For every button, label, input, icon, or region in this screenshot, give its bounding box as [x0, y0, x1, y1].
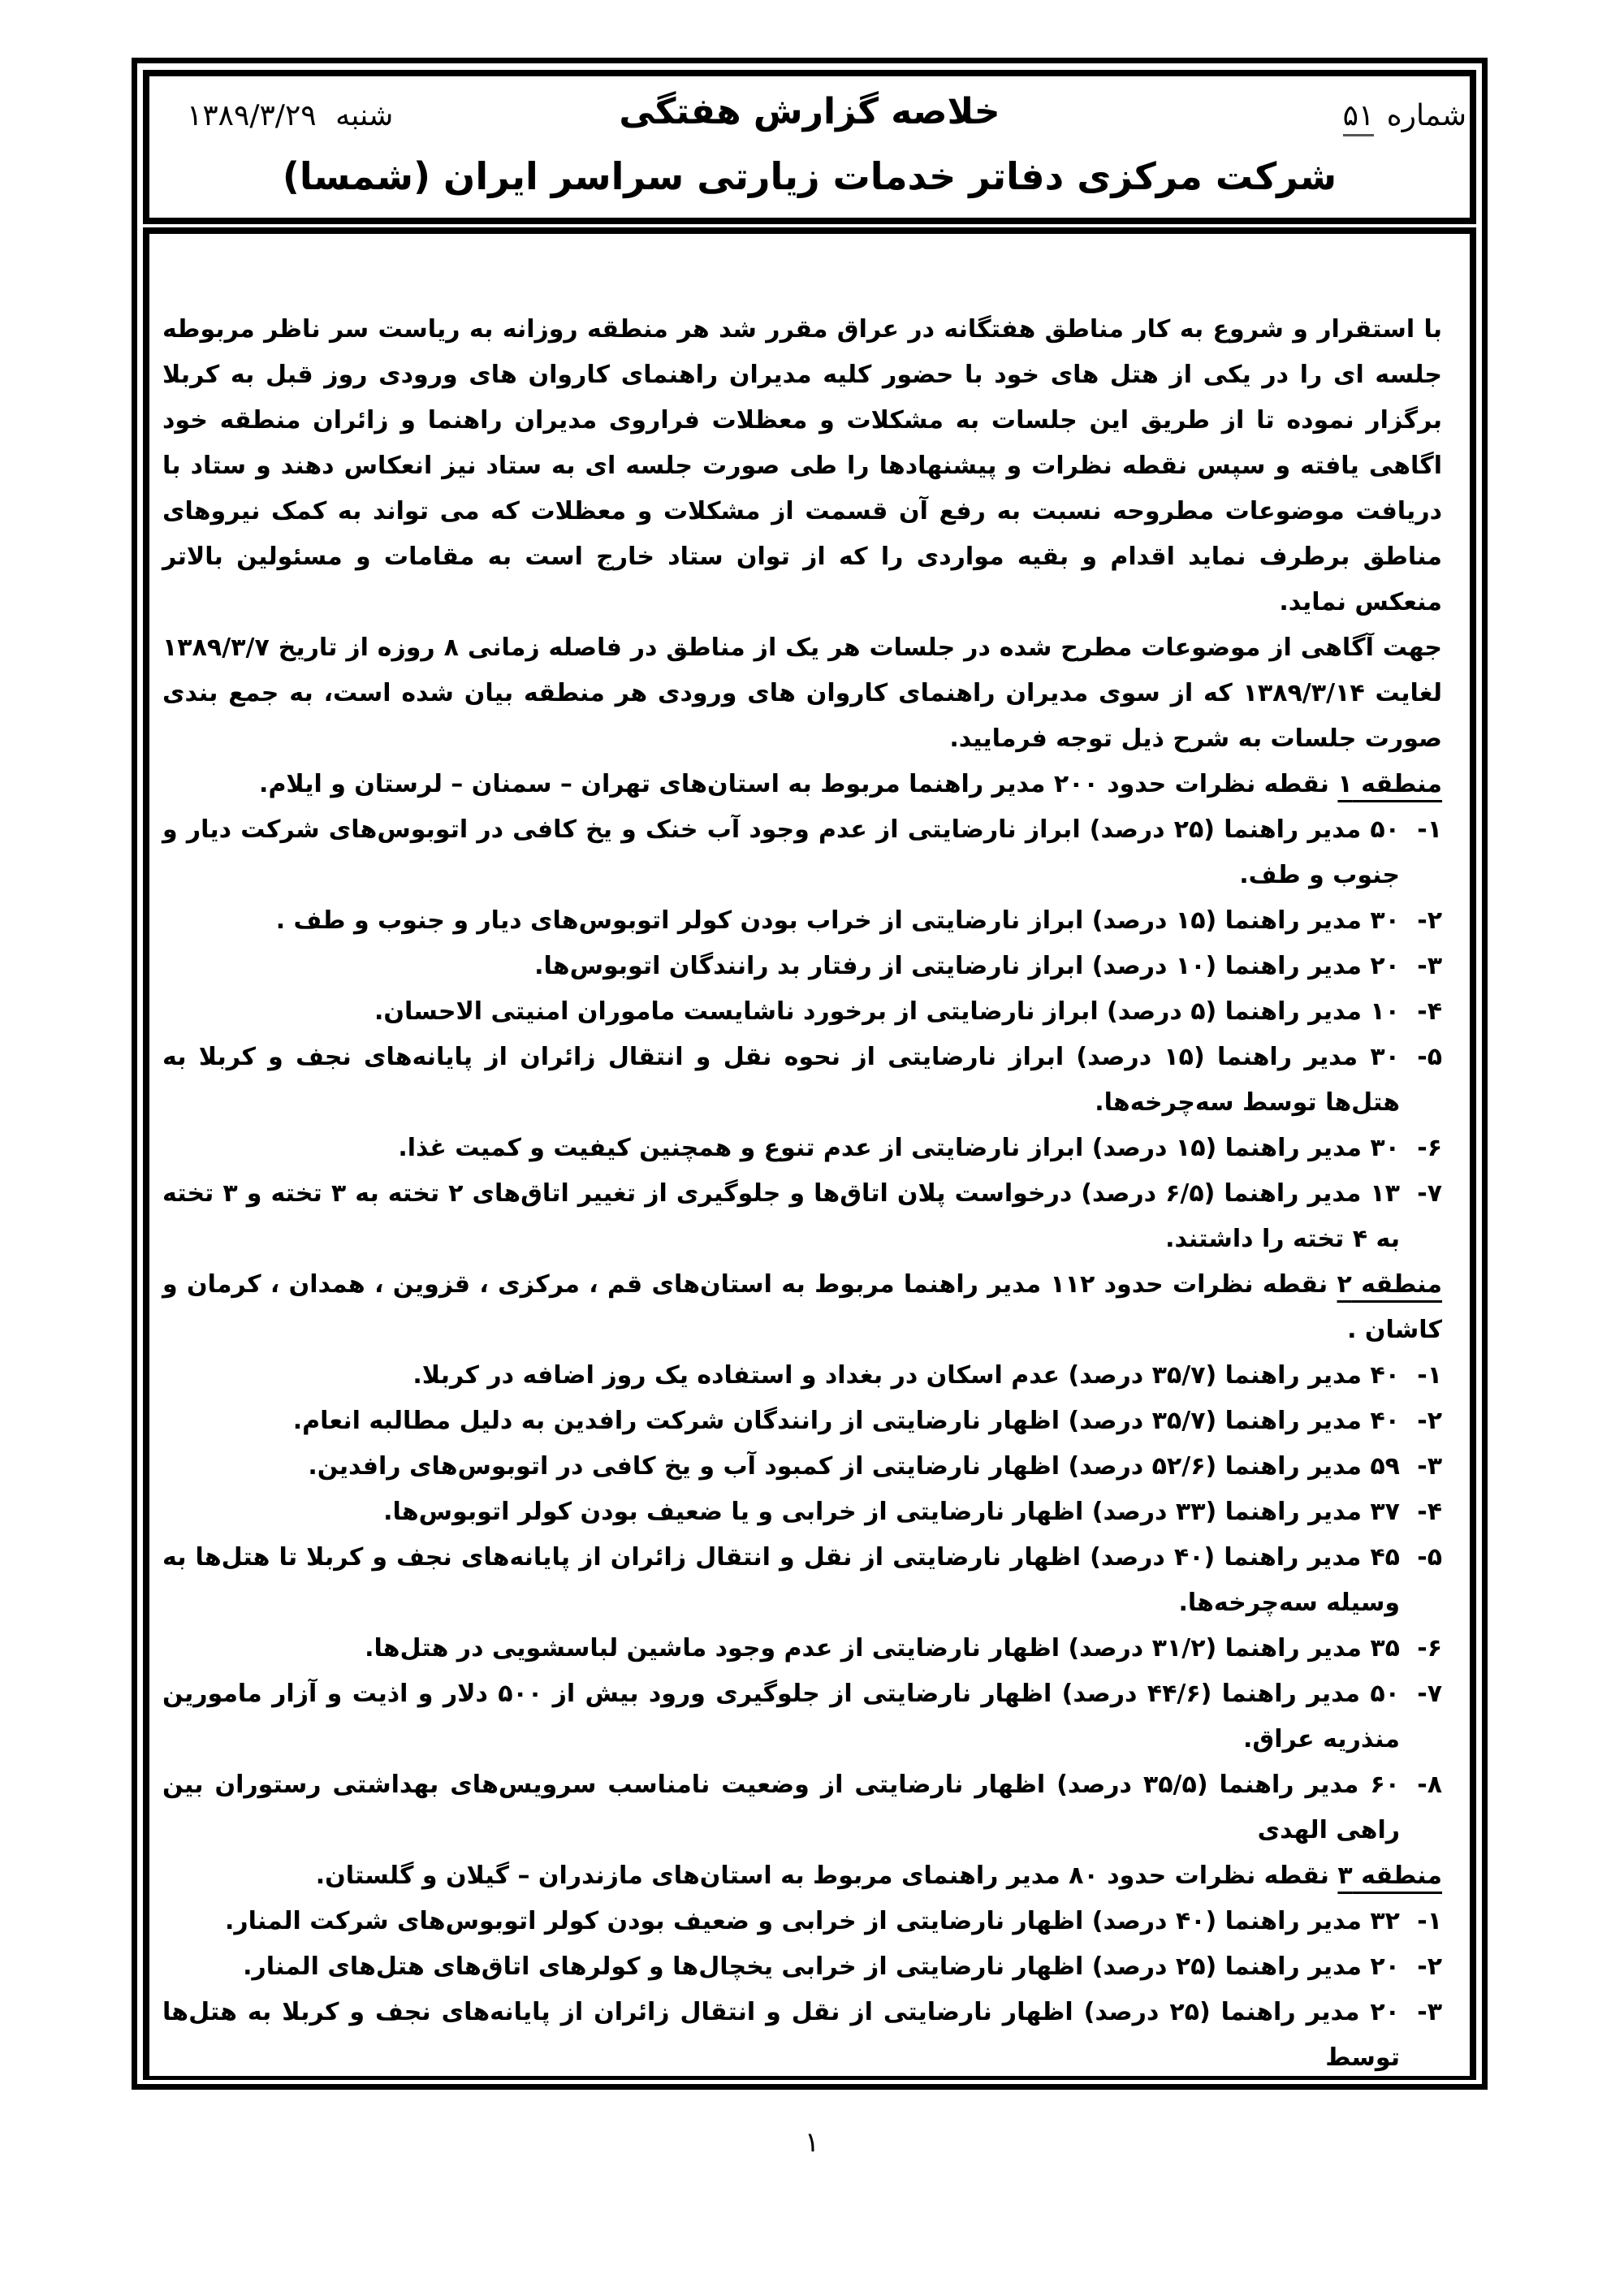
list-item-text: ۴۰ مدیر راهنما (۳۵/۷ درصد) اظهار نارضایتی از رانندگان شرکت رافدین به دلیل مطالبه انعام. [292, 1407, 1400, 1435]
list-item-text: ۵۰ مدیر راهنما (۲۵ درصد) ابراز نارضایتی از عدم وجود آب خنک و یخ کافی در اتوبوس‌های شرکت دیار و جنوب و طف. [162, 815, 1400, 889]
region-label: منطقه ۱ [1337, 770, 1442, 798]
list-item [162, 1444, 1442, 1490]
region-section-1 [162, 762, 1442, 1262]
list-item-number: ۲- [1417, 1407, 1442, 1435]
list-item [162, 898, 1442, 944]
list-item-text: ۲۰ مدیر راهنما (۱۰ درصد) ابراز نارضایتی از رفتار بد رانندگان اتوبوس‌ها. [534, 952, 1400, 980]
region-label: منطقه ۲ [1337, 1270, 1442, 1299]
report-header [143, 70, 1476, 224]
region-section-2 [162, 1262, 1442, 1853]
list-item-number: ۳- [1417, 1452, 1442, 1481]
list-item [162, 1399, 1442, 1444]
region-heading-text: نقطه نظرات حدود ۸۰ مدیر راهنمای مربوط به استان‌های مازندران – گیلان و گلستان. [315, 1861, 1329, 1890]
report-body [143, 227, 1476, 2080]
list-item-text: ۳۷ مدیر راهنما (۳۳ درصد) اظهار نارضایتی از خرابی و یا ضعیف بودن کولر اتوبوس‌ها. [383, 1498, 1400, 1526]
list-item-number: ۳- [1417, 1998, 1442, 2026]
list-item-text: ۵۹ مدیر راهنما (۵۲/۶ درصد) اظهار نارضایتی از کمبود آب و یخ کافی در اتوبوس‌های رافدین. [308, 1452, 1400, 1481]
list-item-number: ۵- [1417, 1043, 1442, 1071]
list-item [162, 989, 1442, 1035]
list-item-number: ۸- [1417, 1771, 1442, 1799]
region-heading [162, 1853, 1442, 1899]
list-item-number: ۴- [1417, 997, 1442, 1026]
list-item-text: ۳۰ مدیر راهنما (۱۵ درصد) ابراز نارضایتی از خراب بودن کولر اتوبوس‌های دیار و جنوب و طف . [275, 906, 1400, 935]
list-item-number: ۲- [1417, 1952, 1442, 1981]
report-content [162, 307, 1442, 2080]
report-day: شنبه [335, 99, 394, 132]
list-item-text: ۳۰ مدیر راهنما (۱۵ درصد) ابراز نارضایتی از عدم تنوع و همچنین کیفیت و کمیت غذا. [398, 1134, 1400, 1162]
list-item-number: ۴- [1417, 1498, 1442, 1526]
list-item-text: ۶۰ مدیر راهنما (۳۵/۵ درصد) اظهار نارضایتی از وضعیت نامناسب سرویس‌های بهداشتی رستوران بین راهی الهدی [162, 1771, 1400, 1844]
list-item [162, 944, 1442, 989]
report-number-value: ۵۱ [1343, 99, 1375, 136]
list-item-text: ۴۰ مدیر راهنما (۳۵/۷ درصد) عدم اسکان در بغداد و استفاده یک روز اضافه در کربلا. [412, 1361, 1400, 1390]
list-item-text: ۱۳ مدیر راهنما (۶/۵ درصد) درخواست پلان اتاق‌ها و جلوگیری از تغییر اتاق‌های ۲ تخته به ۳ تخته و ۳ تخته به ۴ تخته را داشتند. [162, 1179, 1400, 1253]
list-item [162, 1899, 1442, 1944]
list-item-text: ۴۵ مدیر راهنما (۴۰ درصد) اظهار نارضایتی از نقل و انتقال زائران از پایانه‌های نجف و کربلا تا هتل‌ها به وسیله سه‌چرخه‌ها. [162, 1543, 1400, 1617]
list-item-number: ۷- [1417, 1680, 1442, 1708]
list-item [162, 1035, 1442, 1126]
list-item [162, 1171, 1442, 1262]
list-item-number: ۶- [1417, 1634, 1442, 1663]
list-item-text: ۳۲ مدیر راهنما (۴۰ درصد) اظهار نارضایتی از خرابی و ضعیف بودن کولر اتوبوس‌های شرکت المنار. [224, 1907, 1400, 1935]
list-item-number: ۱- [1417, 1907, 1442, 1935]
page-number: ۱ [804, 2126, 820, 2159]
list-item [162, 1671, 1442, 1762]
list-item [162, 1944, 1442, 1990]
list-item [162, 807, 1442, 898]
region-label: منطقه ۳ [1337, 1861, 1442, 1890]
report-number-label: شماره [1386, 99, 1466, 132]
list-item [162, 1126, 1442, 1171]
region-heading [162, 1262, 1442, 1353]
list-item-number: ۱- [1417, 1361, 1442, 1390]
list-item-number: ۳- [1417, 952, 1442, 980]
list-item-text: ۳۰ مدیر راهنما (۱۵ درصد) ابراز نارضایتی از نحوه نقل و انتقال زائران از پایانه‌های نجف و کربلا به هتل‌ها توسط سه‌چرخه‌ها. [162, 1043, 1400, 1117]
list-item-number: ۱- [1417, 815, 1442, 844]
list-item-text: ۱۰ مدیر راهنما (۵ درصد) ابراز نارضایتی از برخورد ناشایست ماموران امنیتی الاحسان. [374, 997, 1400, 1026]
region-heading-text: نقطه نظرات حدود ۱۱۲ مدیر راهنما مربوط به استان‌های قم ، مرکزی ، قزوین ، همدان ، کرمان و کاشان . [162, 1270, 1442, 1344]
intro-paragraph-1: با استقرار و شروع به کار مناطق هفتگانه در عراق مقرر شد هر منطقه روزانه به ریاست سر ناظر مربوطه جلسه ای را در یکی از هتل های خود با حضور کلیه مدیران راهنمای کاروان های ورودی روز قبل به کربلا برگزار نموده تا از طریق این جلسات به مشکلات و معظلات فراروی مدیران راهنما و زائران منطقه خود اگاهی یافته و سپس نقطه نظرات و پیشنهادها را طی صورت جلسه ای به ستاد نیز انعکاس دهند و ستاد با دریافت موضوعات مطروحه نسبت به رفع آن قسمت از مشکلات و معظلات که می تواند به کمک نیروهای مناطق برطرف نماید اقدام و بقیه مواردی را که از توان ستاد خارج است به مقامات و مسئولین بالاتر منعکس نماید. [162, 315, 1442, 616]
region-heading [162, 762, 1442, 807]
company-name: شرکت مرکزی دفاتر خدمات زیارتی سراسر ایران (شمسا) [282, 154, 1337, 198]
list-item [162, 1490, 1442, 1535]
report-date [187, 99, 393, 132]
report-title: خلاصه گزارش هفتگی [619, 91, 1000, 132]
report-date-value: ۱۳۸۹/۳/۲۹ [187, 99, 317, 132]
list-item [162, 1535, 1442, 1626]
list-item [162, 1990, 1442, 2080]
list-item [162, 1762, 1442, 1853]
list-item-text: ۳۵ مدیر راهنما (۳۱/۲ درصد) اظهار نارضایتی از عدم وجود ماشین لباسشویی در هتل‌ها. [365, 1634, 1400, 1663]
list-item-text: ۲۰ مدیر راهنما (۲۵ درصد) اظهار نارضایتی از خرابی یخچال‌ها و کولرهای اتاق‌های هتل‌های المنار. [243, 1952, 1400, 1981]
list-item-text: ۵۰ مدیر راهنما (۴۴/۶ درصد) اظهار نارضایتی از جلوگیری ورود بیش از ۵۰۰ دلار و اذیت و آزار مامورین منذریه عراق. [162, 1680, 1400, 1753]
list-item-number: ۲- [1417, 906, 1442, 935]
region-section-3 [162, 1853, 1442, 2080]
list-item-number: ۶- [1417, 1134, 1442, 1162]
region-heading-text: نقطه نظرات حدود ۲۰۰ مدیر راهنما مربوط به استان‌های تهران – سمنان – لرستان و ایلام. [259, 770, 1329, 798]
list-item-number: ۷- [1417, 1179, 1442, 1208]
list-item [162, 1353, 1442, 1399]
list-item [162, 1626, 1442, 1671]
list-item-number: ۵- [1417, 1543, 1442, 1572]
intro-paragraph-2: جهت آگاهی از موضوعات مطرح شده در جلسات هر یک از مناطق در فاصله زمانی ۸ روزه از تاریخ ۱۳۸۹/۳/۷ لغایت ۱۳۸۹/۳/۱۴ که از سوی مدیران راهنمای کاروان های ورودی هر منطقه بیان شده است، به جمع بندی صورت جلسات به شرح ذیل توجه فرمایید. [162, 633, 1442, 753]
list-item-text: ۲۰ مدیر راهنما (۲۵ درصد) اظهار نارضایتی از نقل و انتقال زائران از پایانه‌های نجف و کربلا به هتل‌ها توسط [162, 1998, 1400, 2072]
